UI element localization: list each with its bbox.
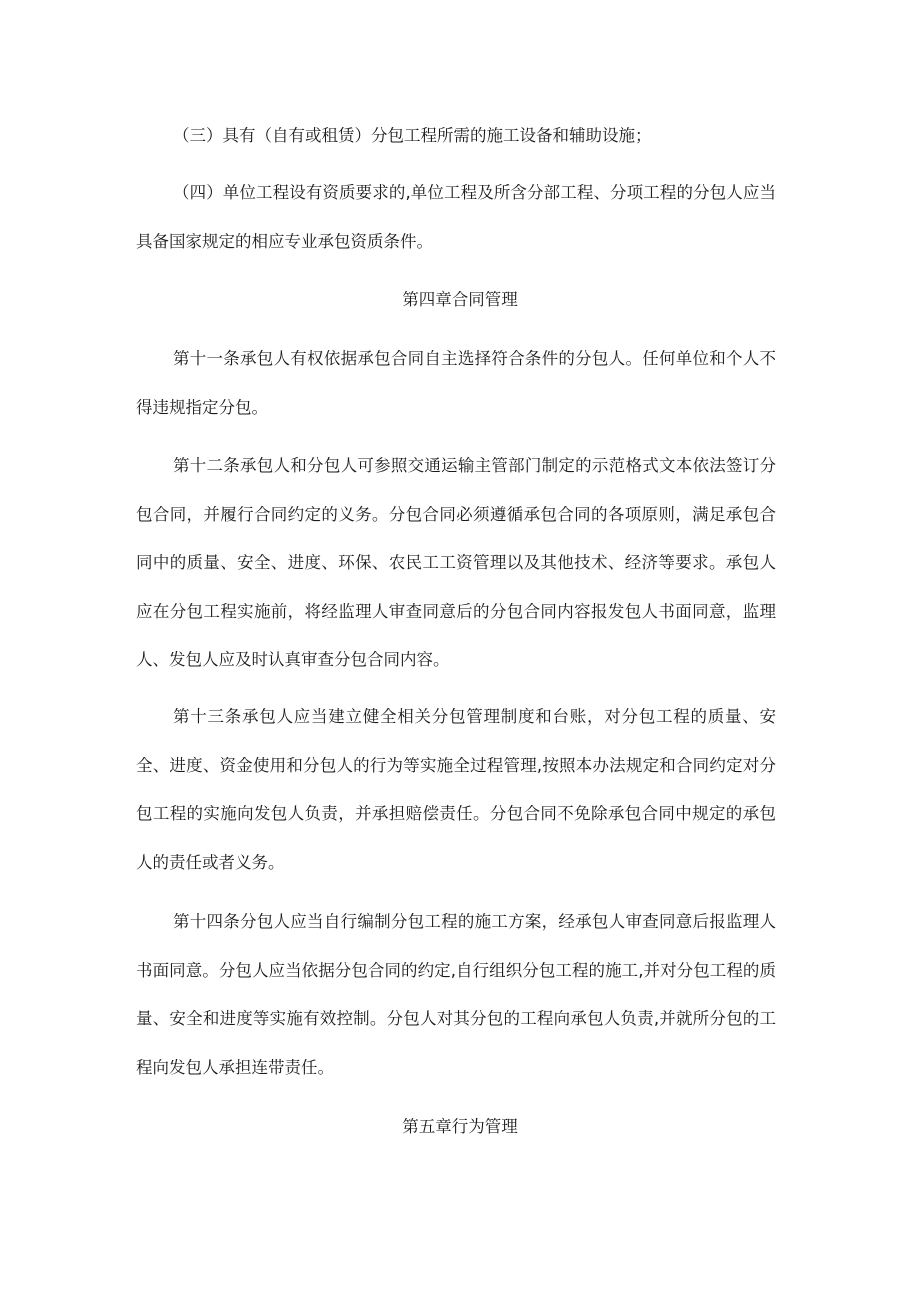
paragraph-item-4: （四）单位工程设有资质要求的,单位工程及所含分部工程、分项工程的分包人应当具备国家规定的相应专业承包资质条件。 (136, 183, 776, 251)
paragraph-item-3: （三）具有（自有或租赁）分包工程所需的施工设备和辅助设施； (173, 126, 652, 145)
article-11: 第十一条承包人有权依据承包合同自主选择符合条件的分包人。任何单位和个人不得违规指定分包。 (136, 349, 776, 417)
article-13: 第十三条承包人应当建立健全相关分包管理制度和台账，对分包工程的质量、安全、进度、资金使用和分包人的行为等实施全过程管理,按照本办法规定和合同约定对分包工程的实施向发包人负责，并承担赔偿责任。分包合同不免除承包合同中规定的承包人的责任或者义务。 (136, 707, 776, 872)
article-12: 第十二条承包人和分包人可参照交通运输主管部门制定的示范格式文本依法签订分包合同，并履行合同约定的义务。分包合同必须遵循承包合同的各项原则，满足承包合同中的质量、安全、进度、环保、农民工工资管理以及其他技术、经济等要求。承包人应在分包工程实施前，将经监理人审查同意后的分包合同内容报发包人书面同意，监理人、发包人应及时认真审查分包合同内容。 (136, 456, 776, 669)
chapter-heading-5: 第五章行为管理 (402, 1117, 518, 1136)
chapter-heading-4: 第四章合同管理 (402, 290, 518, 309)
article-14: 第十四条分包人应当自行编制分包工程的施工方案，经承包人审查同意后报监理人书面同意。分包人应当依据分包合同的约定,自行组织分包工程的施工,并对分包工程的质量、安全和进度等实施有效控制。分包人对其分包的工程向承包人负责,并就所分包的工程向发包人承担连带责任。 (136, 912, 776, 1077)
